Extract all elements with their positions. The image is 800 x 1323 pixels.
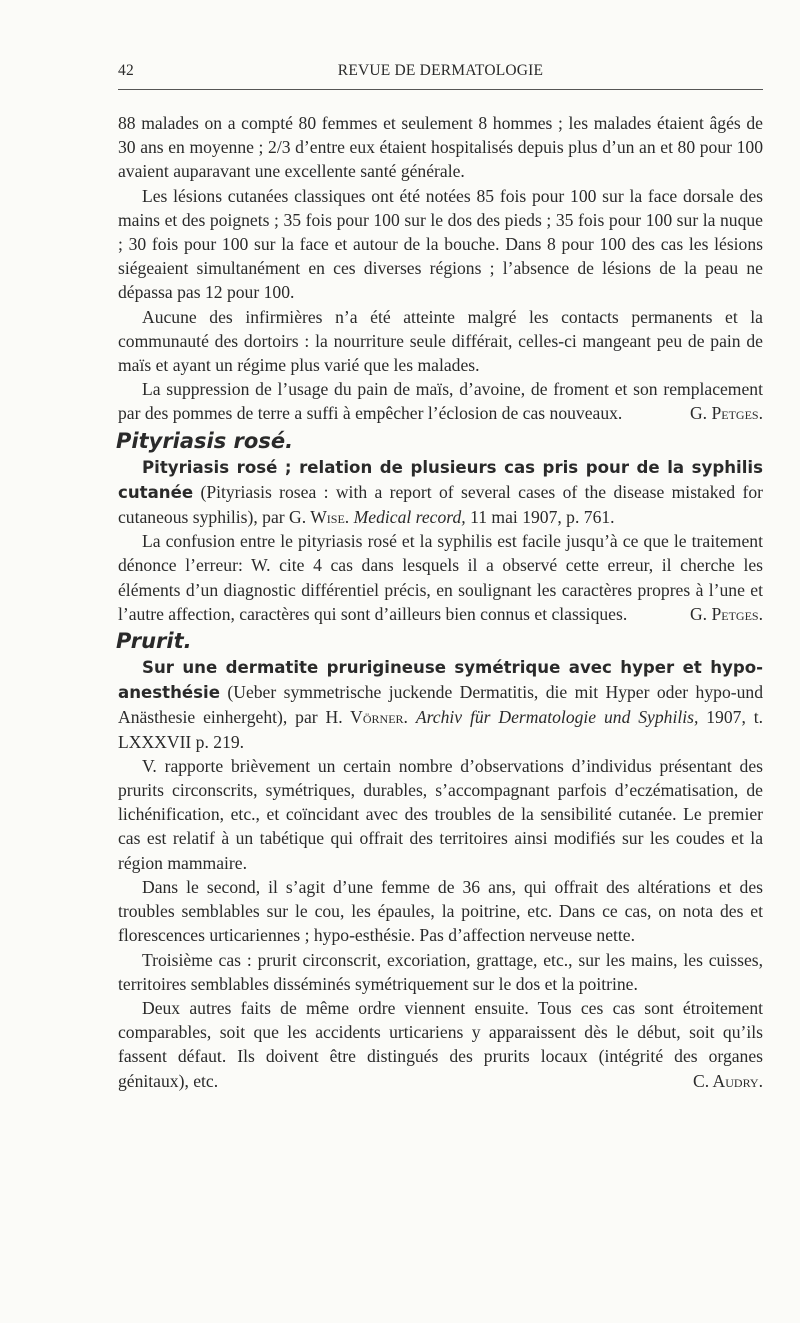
intro-paragraph-3: Aucune des infirmières n’a été atteinte malgré les contacts permanents et la communauté des dortoirs : la nourriture seule différait, celles-ci mangeant peu de pain de maïs et ayant un régime plus varié que les malades. <box>118 306 763 376</box>
prurit-paragraph-4 <box>118 996 763 1093</box>
header-rule <box>118 89 763 90</box>
page-number: 42 <box>118 62 134 79</box>
reference-author: G. Wise. <box>289 507 350 528</box>
prurit-paragraph-2: Dans le second, il s’agit d’une femme de 36 ans, qui offrait des altérations et des troubles semblables sur le cou, les épaules, la poitrine, etc. Dans ce cas, on nota des et florescences urticariennes ; hypo-esthésie. Pas d’affection nerveuse nette. <box>118 876 763 946</box>
prurit-paragraph-3: Troisième cas : prurit circonscrit, excoriation, grattage, etc., sur les mains, les cuisses, territoires semblables disséminés symétriquement sur le dos et la poitrine. <box>118 949 763 994</box>
reference-author: H. Vörner. <box>325 707 408 728</box>
signature-audry: C. Audry. <box>692 1070 763 1091</box>
reference-original-title: (Pityriasis rosea : with a report of several cases of the disease mistaked for cutaneous syphilis), par <box>118 481 763 528</box>
reference-date: 11 mai 1907, p. 761. <box>465 507 615 528</box>
running-header <box>118 62 763 86</box>
reference-journal: Archiv für Dermatologie und Syphilis, <box>415 707 699 728</box>
article-body <box>118 111 763 1093</box>
intro-paragraph-1: 88 malades on a compté 80 femmes et seulement 8 hommes ; les malades étaient âgés de 30 ans en moyenne ; 2/3 d’entre eux étaient hospitalisés depuis plus d’un an et 80 pour 100 avaient auparavant une excellente santé générale. <box>118 113 763 182</box>
reference-title: Pityriasis rosé ; relation de plusieurs cas pris pour de la syphilis cutanée <box>118 457 763 502</box>
pityriasis-paragraph-1-text: La confusion entre le pityriasis rosé et la syphilis est facile jusqu’à ce que le traitement dénonce l’erreur: W. cite 4 cas dans lesquels il a observé cette erreur, il cherche les éléments d’un diagnostic différentiel précis, en soulignant les caractères propres à l’une et l’autre affection, caractères qui sont d’ailleurs bien connus et classiques. <box>118 531 763 624</box>
signature-petges-1: G. Petges. <box>689 403 763 424</box>
signature-petges-2: G. Petges. <box>689 603 763 624</box>
reference-journal: Medical record, <box>353 507 466 528</box>
intro-paragraph-4-text: La suppression de l’usage du pain de maïs, d’avoine, de froment et son remplacement par des pommes de terre a suffi à empêcher l’éclosion de cas nouveaux. <box>118 379 763 424</box>
pityriasis-paragraph-1 <box>118 529 763 626</box>
reference-date: 1907, t. LXXXVII p. 219. <box>118 707 764 752</box>
running-title: REVUE DE DERMATOLOGIE <box>337 62 544 79</box>
reference-pityriasis <box>118 455 763 530</box>
reference-title: Sur une dermatite prurigineuse symétrique avec hyper et hypo-anesthésie <box>118 658 763 703</box>
reference-prurit <box>118 655 763 754</box>
intro-paragraph-4 <box>118 377 763 425</box>
section-heading-pityriasis: Pityriasis rosé. <box>116 428 294 453</box>
prurit-paragraph-1: V. rapporte brièvement un certain nombre d’observations d’individus présentant des prurits circonscrits, symétriques, durables, s’accompagnant parfois d’eczématisation, de lichénification, etc., et coïncidant avec des troubles de la sensibilité cutanée. Le premier cas est relatif à un tabétique qui offrait des territoires ainsi modifiés sur les coudes et la région mammaire. <box>118 755 763 873</box>
reference-original-title: (Ueber symmetrische juckende Dermatitis, die mit Hyper oder hypo-und Anästhesie einhergeht), par <box>118 682 763 728</box>
section-heading-prurit: Prurit. <box>116 629 192 654</box>
prurit-paragraph-4-text: Deux autres faits de même ordre viennent ensuite. Tous ces cas sont étroitement comparables, soit que les accidents urticariens y apparaissent dès le début, soit qu’ils fassent défaut. Ils doivent être distingués des prurits locaux (intégrité des organes génitaux), etc. <box>118 997 763 1091</box>
intro-paragraph-2: Les lésions cutanées classiques ont été notées 85 fois pour 100 sur la face dorsale des mains et des poignets ; 35 fois pour 100 sur le dos des pieds ; 35 fois pour 100 sur la nuque ; 30 fois pour 100 sur la face et autour de la bouche. Dans 8 pour 100 des cas les lésions siégeaient simultanément en ces diverses régions ; l’absence de lésions de la peau ne dépassa pas 12 pour 100. <box>118 185 763 303</box>
